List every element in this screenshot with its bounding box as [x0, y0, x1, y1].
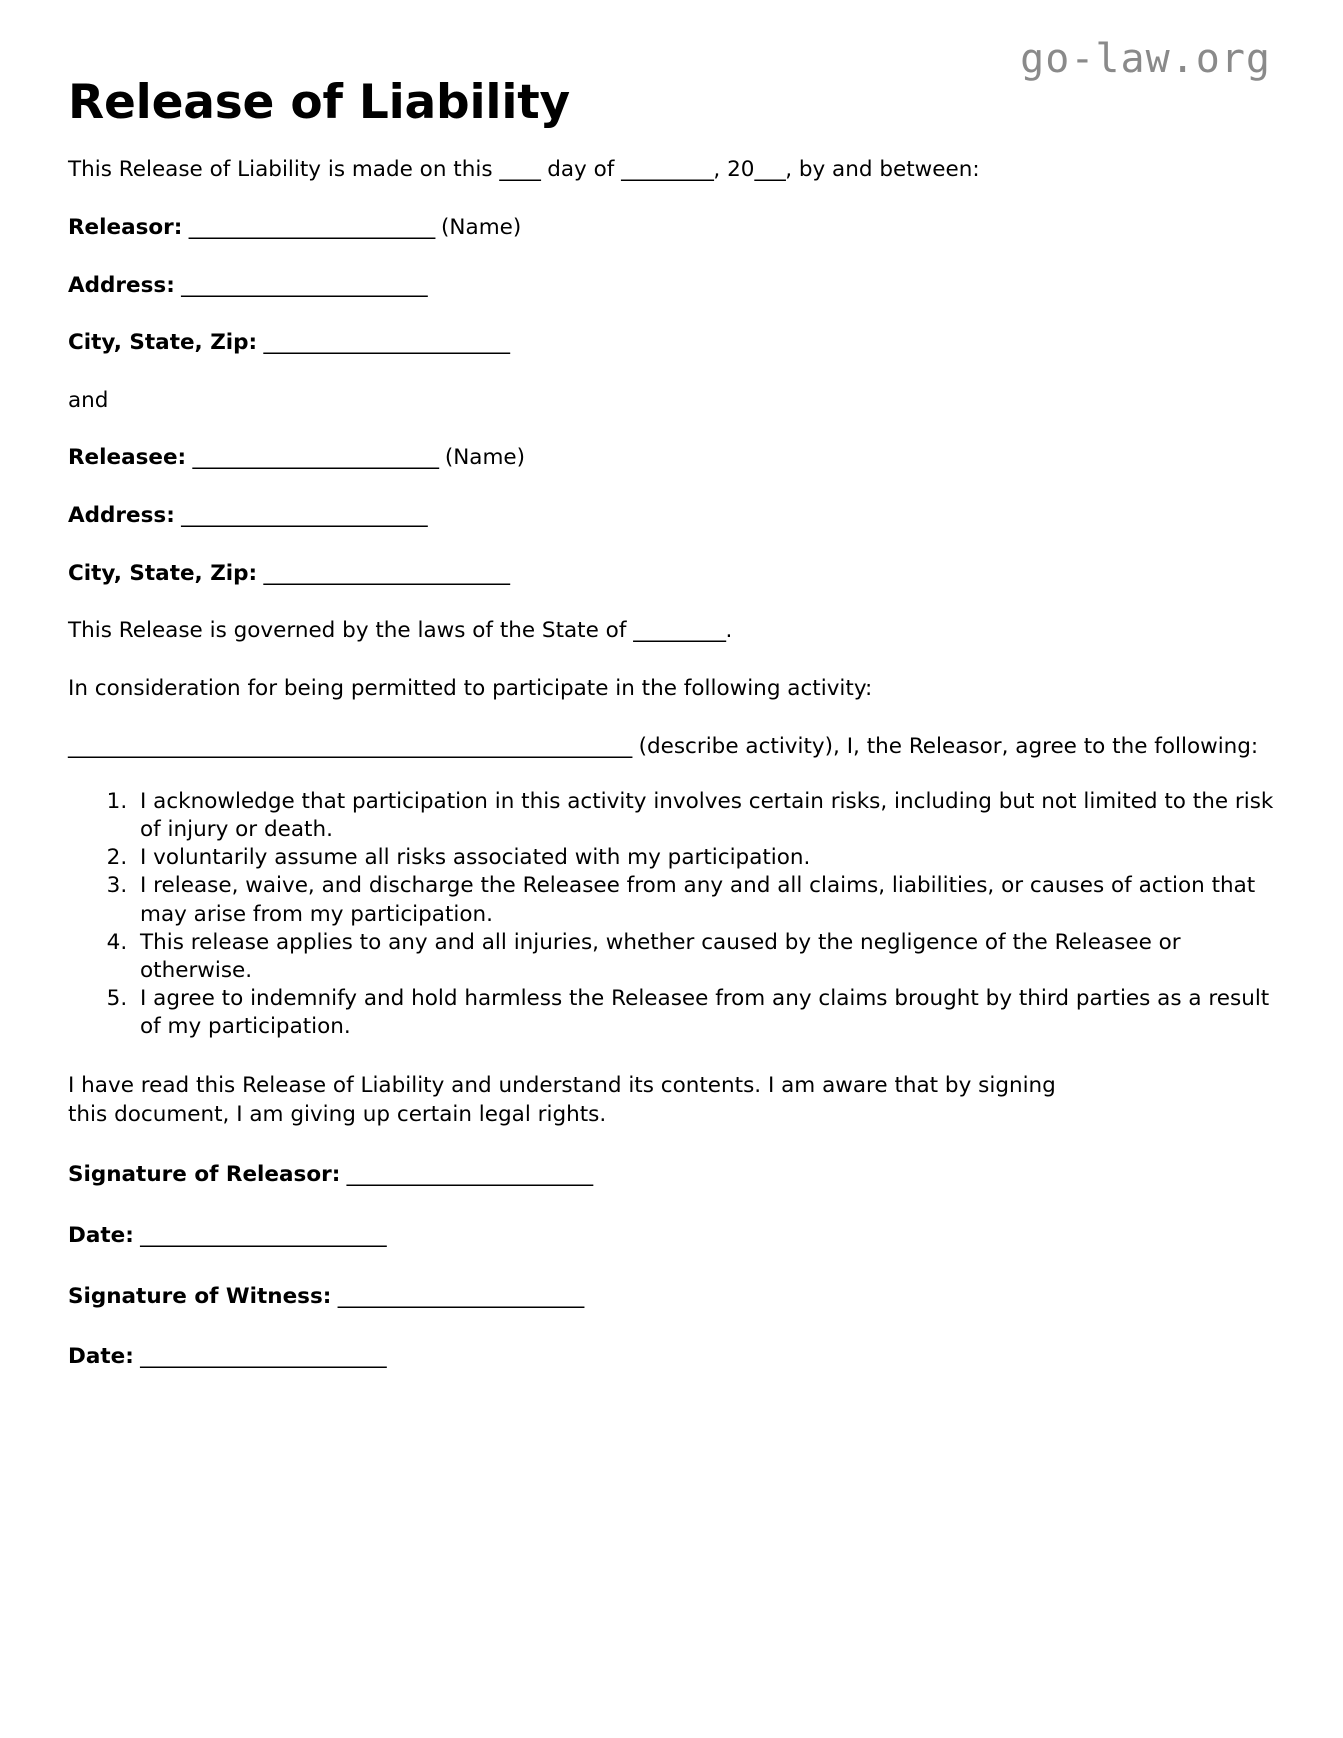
releasee-label: Releasee: [68, 445, 187, 471]
releasor-name-field [68, 214, 1275, 243]
releasee-address-blank[interactable]: ________________________ [174, 502, 428, 528]
releasee-address-field [68, 502, 1275, 531]
activity-description-field [68, 733, 1275, 762]
page-title: Release of Liability [68, 75, 570, 130]
date-releasor-field [68, 1222, 1275, 1251]
list-item: 4. This release applies to any and all injuries, whether caused by the negligence of the Releasee or otherwise. [134, 929, 1275, 985]
governing-law-text2: . [725, 618, 733, 644]
activity-hint-text: (describe activity), I, the Releasor, agree to the following: [631, 734, 1259, 760]
intro-text-part4: , by and between: [785, 157, 980, 183]
list-item: 1. I acknowledge that participation in this activity involves certain risks, including but not limited to the risk of injury or death. [134, 788, 1275, 844]
releasor-address-blank[interactable]: ________________________ [174, 272, 428, 298]
activity-blank[interactable]: _______________________________________________________ [68, 734, 632, 760]
month-blank[interactable]: _________ [621, 157, 714, 183]
date-releasor-label: Date: [68, 1223, 134, 1249]
intro-paragraph [68, 156, 1275, 185]
releasee-name-blank[interactable]: ________________________ [186, 445, 445, 471]
releasor-city-field [68, 329, 1275, 358]
signature-witness-blank[interactable]: ________________________ [331, 1283, 584, 1309]
list-item: 5. I agree to indemnify and hold harmless the Releasee from any claims brought by third parties as a result of my participation. [134, 985, 1275, 1041]
consideration-paragraph: In consideration for being permitted to participate in the following activity: [68, 675, 873, 701]
releasee-name-hint: (Name) [444, 445, 526, 471]
site-watermark: go-law.org [1020, 36, 1271, 82]
acknowledgement-paragraph: I have read this Release of Liability and understand its contents. I am aware that by signing this document, I am giving up certain legal rights. [68, 1073, 1056, 1127]
state-blank[interactable]: _________ [633, 618, 726, 644]
releasee-city-blank[interactable]: ________________________ [257, 560, 510, 586]
signature-releasor-field [68, 1161, 1275, 1190]
signature-releasor-label: Signature of Releasor: [68, 1162, 341, 1188]
date-witness-label: Date: [68, 1344, 134, 1370]
signature-releasor-blank[interactable]: ________________________ [340, 1162, 593, 1188]
date-witness-field [68, 1343, 1275, 1372]
releasee-name-field [68, 444, 1275, 473]
intro-text-part3: , 20 [713, 157, 755, 183]
date-witness-blank[interactable]: ________________________ [133, 1344, 387, 1370]
signature-witness-label: Signature of Witness: [68, 1283, 332, 1309]
day-blank[interactable]: ____ [499, 157, 541, 183]
terms-list [68, 788, 1275, 1041]
releasor-name-hint: (Name) [441, 214, 522, 240]
releasor-name-blank[interactable]: ________________________ [182, 214, 442, 240]
releasor-address-field [68, 272, 1275, 301]
date-releasor-blank[interactable]: ________________________ [133, 1223, 387, 1249]
governing-law-paragraph [68, 617, 1275, 646]
releasor-city-label: City, State, Zip: [68, 330, 258, 356]
year-blank[interactable]: ___ [754, 157, 786, 183]
governing-law-text1: This Release is governed by the laws of the State of [68, 618, 634, 644]
releasee-city-label: City, State, Zip: [68, 560, 258, 586]
list-item: 3. I release, waive, and discharge the Releasee from any and all claims, liabilities, or causes of action that may arise from my participation. [134, 872, 1275, 928]
intro-text-part1: This Release of Liability is made on this [68, 157, 500, 183]
releasee-address-label: Address: [68, 502, 175, 528]
intro-text-part2: day of [540, 157, 622, 183]
releasor-address-label: Address: [68, 272, 175, 298]
list-item: 2. I voluntarily assume all risks associated with my participation. [134, 844, 1275, 872]
releasor-label: Releasor: [68, 214, 183, 240]
conjunction-and: and [68, 387, 109, 413]
releasor-city-blank[interactable]: ________________________ [257, 330, 510, 356]
releasee-city-field [68, 560, 1275, 589]
signature-witness-field [68, 1283, 1275, 1312]
